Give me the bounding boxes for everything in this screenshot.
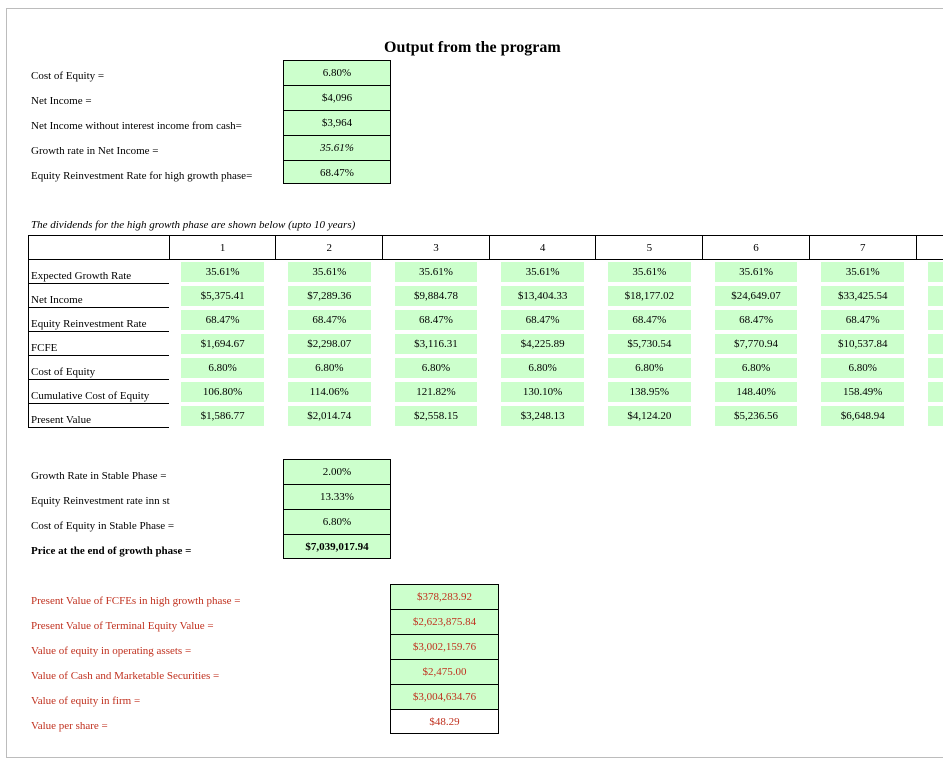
row-label: Expected Growth Rate [29,260,170,284]
stable-label-growth: Growth Rate in Stable Phase = [31,470,167,482]
cell-value: 121.82% [395,382,478,402]
table-cell[interactable] [383,404,490,428]
cell-value: $3,116.31 [395,334,478,354]
cell-value: 68.47% [715,310,798,330]
table-cell[interactable] [489,332,596,356]
table-cell[interactable] [383,356,490,380]
table-row [29,332,943,356]
cell-value: $5,236.56 [715,406,798,426]
table-cell[interactable] [276,404,383,428]
cell-value: 6.80% [288,358,371,378]
table-cell[interactable] [169,308,276,332]
cell-value: $18,177.02 [608,286,691,306]
cell-value: $1,586.77 [181,406,264,426]
cell-value: 6.80% [395,358,478,378]
year-header: 4 [489,236,596,260]
table-cell[interactable] [383,380,490,404]
year-header: 2 [276,236,383,260]
cell-value: 6.80% [181,358,264,378]
table-cell[interactable] [276,380,383,404]
table-row [29,404,943,428]
stable-value-reinvestment[interactable]: 13.33% [283,484,391,510]
stable-label-cost-of-equity: Cost of Equity in Stable Phase = [31,520,175,532]
year-header-truncated [916,236,943,260]
cell-value: $4,225.89 [501,334,584,354]
valuation-label-cash: Value of Cash and Marketable Securities = [31,670,220,682]
cell-value: $5,375.41 [181,286,264,306]
cell-value: 35.61% [395,262,478,282]
cell-value: 68.47% [288,310,371,330]
table-cell[interactable] [383,284,490,308]
valuation-label-per-share: Value per share = [31,720,108,732]
table-cell[interactable] [809,332,916,356]
cell-value: 138.95% [608,382,691,402]
cell-value: 35.61% [181,262,264,282]
cell-value: 35.61% [821,262,904,282]
cell-value: 35.61% [288,262,371,282]
valuation-value-pv-terminal[interactable]: $2,623,875.84 [390,609,499,635]
table-header-row [29,236,943,260]
cell-value: $6,648.94 [821,406,904,426]
cell-value: 68.47% [181,310,264,330]
year-header: 3 [383,236,490,260]
table-cell[interactable] [809,404,916,428]
input-label-net-income-no-cash: Net Income without interest income from cash= [31,120,242,132]
stable-value-cost-of-equity[interactable]: 6.80% [283,509,391,535]
valuation-value-equity-in-firm[interactable]: $3,004,634.76 [390,684,499,710]
table-cell[interactable] [276,332,383,356]
row-label: Cost of Equity [29,356,170,380]
cell-value: 68.47% [608,310,691,330]
cell-value: $2,014.74 [288,406,371,426]
cell-value: $2,298.07 [288,334,371,354]
table-cell[interactable] [169,284,276,308]
table-cell[interactable] [596,332,703,356]
valuation-label-equity-in-firm: Value of equity in firm = [31,695,141,707]
row-label: Present Value [29,404,170,428]
table-cell[interactable] [489,308,596,332]
cell-value: $4,124.20 [608,406,691,426]
table-cell-truncated [916,404,943,428]
table-cell[interactable] [383,332,490,356]
table-cell[interactable] [703,260,810,284]
table-cell[interactable] [596,356,703,380]
table-cell[interactable] [596,404,703,428]
cell-value: $33,425.54 [821,286,904,306]
table-cell-truncated [916,284,943,308]
table-row [29,260,943,284]
table-row [29,356,943,380]
row-label: FCFE [29,332,170,356]
table-cell-truncated [916,308,943,332]
table-cell[interactable] [276,284,383,308]
cell-value: 6.80% [821,358,904,378]
year-header: 1 [169,236,276,260]
stable-value-terminal-price[interactable]: $7,039,017.94 [283,534,391,559]
cell-value: 35.61% [715,262,798,282]
cell-value: 158.49% [821,382,904,402]
cell-value: $10,537.84 [821,334,904,354]
table-cell[interactable] [169,332,276,356]
year-header: 7 [809,236,916,260]
stable-value-growth[interactable]: 2.00% [283,459,391,485]
table-cell[interactable] [169,404,276,428]
table-row [29,380,943,404]
input-value-growth-rate[interactable]: 35.61% [283,135,391,161]
row-label: Cumulative Cost of Equity [29,380,170,404]
table-cell[interactable] [596,380,703,404]
input-label-reinvestment-rate: Equity Reinvestment Rate for high growth phase= [31,170,253,182]
table-cell[interactable] [383,260,490,284]
table-cell[interactable] [703,332,810,356]
dividends-caption: The dividends for the high growth phase are shown below (upto 10 years) [31,219,356,231]
year-header: 5 [596,236,703,260]
valuation-value-cash[interactable]: $2,475.00 [390,659,499,685]
input-label-net-income: Net Income = [31,95,92,107]
input-label-cost-of-equity: Cost of Equity = [31,70,105,82]
table-cell[interactable] [169,260,276,284]
year-header: 6 [703,236,810,260]
table-cell-truncated [916,260,943,284]
cell-value: 106.80% [181,382,264,402]
input-value-net-income[interactable]: $4,096 [283,85,391,111]
table-cell[interactable] [703,404,810,428]
table-row [29,308,943,332]
header-corner [29,236,170,260]
input-value-net-income-no-cash[interactable]: $3,964 [283,110,391,136]
table-cell[interactable] [489,260,596,284]
cell-value: $7,289.36 [288,286,371,306]
input-value-reinvestment-rate[interactable]: 68.47% [283,160,391,184]
table-cell[interactable] [809,380,916,404]
table-cell[interactable] [489,356,596,380]
page-title: Output from the program [384,39,561,56]
valuation-label-operating-assets: Value of equity in operating assets = [31,645,192,657]
cell-value: 6.80% [715,358,798,378]
table-cell[interactable] [809,284,916,308]
table-cell[interactable] [489,404,596,428]
valuation-label-pv-fcfe: Present Value of FCFEs in high growth phase = [31,595,241,607]
table-cell[interactable] [489,380,596,404]
table-cell[interactable] [703,308,810,332]
stable-label-terminal-price: Price at the end of growth phase = [31,545,192,557]
table-cell[interactable] [703,356,810,380]
cell-value: 68.47% [821,310,904,330]
cell-value: 130.10% [501,382,584,402]
table-cell[interactable] [703,380,810,404]
table-cell[interactable] [596,260,703,284]
table-cell[interactable] [489,284,596,308]
cell-value: 68.47% [501,310,584,330]
cell-value: $2,558.15 [395,406,478,426]
cell-value: 114.06% [288,382,371,402]
valuation-label-pv-terminal: Present Value of Terminal Equity Value = [31,620,214,632]
row-label: Equity Reinvestment Rate [29,308,170,332]
cell-value: $7,770.94 [715,334,798,354]
input-label-growth-rate: Growth rate in Net Income = [31,145,159,157]
dividends-table [28,235,943,428]
cell-value: 6.80% [501,358,584,378]
table-cell-truncated [916,356,943,380]
cell-value: $13,404.33 [501,286,584,306]
table-cell[interactable] [276,356,383,380]
input-value-cost-of-equity[interactable]: 6.80% [283,60,391,86]
table-cell-truncated [916,332,943,356]
cell-value: $1,694.67 [181,334,264,354]
table-cell[interactable] [276,260,383,284]
table-cell[interactable] [169,356,276,380]
table-cell[interactable] [596,308,703,332]
cell-value: $24,649.07 [715,286,798,306]
table-cell[interactable] [703,284,810,308]
table-cell[interactable] [809,356,916,380]
valuation-value-operating-assets[interactable]: $3,002,159.76 [390,634,499,660]
table-cell[interactable] [383,308,490,332]
cell-value: 35.61% [501,262,584,282]
cell-value: $3,248.13 [501,406,584,426]
cell-value: $9,884.78 [395,286,478,306]
cell-value: $5,730.54 [608,334,691,354]
valuation-value-per-share[interactable]: $48.29 [390,709,499,734]
cell-value: 148.40% [715,382,798,402]
row-label: Net Income [29,284,170,308]
table-cell[interactable] [809,308,916,332]
valuation-value-pv-fcfe[interactable]: $378,283.92 [390,584,499,610]
table-cell[interactable] [169,380,276,404]
cell-value: 35.61% [608,262,691,282]
table-row [29,284,943,308]
table-cell[interactable] [276,308,383,332]
cell-value: 68.47% [395,310,478,330]
table-cell[interactable] [596,284,703,308]
stable-label-reinvestment: Equity Reinvestment rate inn st [31,495,170,507]
cell-value: 6.80% [608,358,691,378]
table-cell-truncated [916,380,943,404]
table-cell[interactable] [809,260,916,284]
